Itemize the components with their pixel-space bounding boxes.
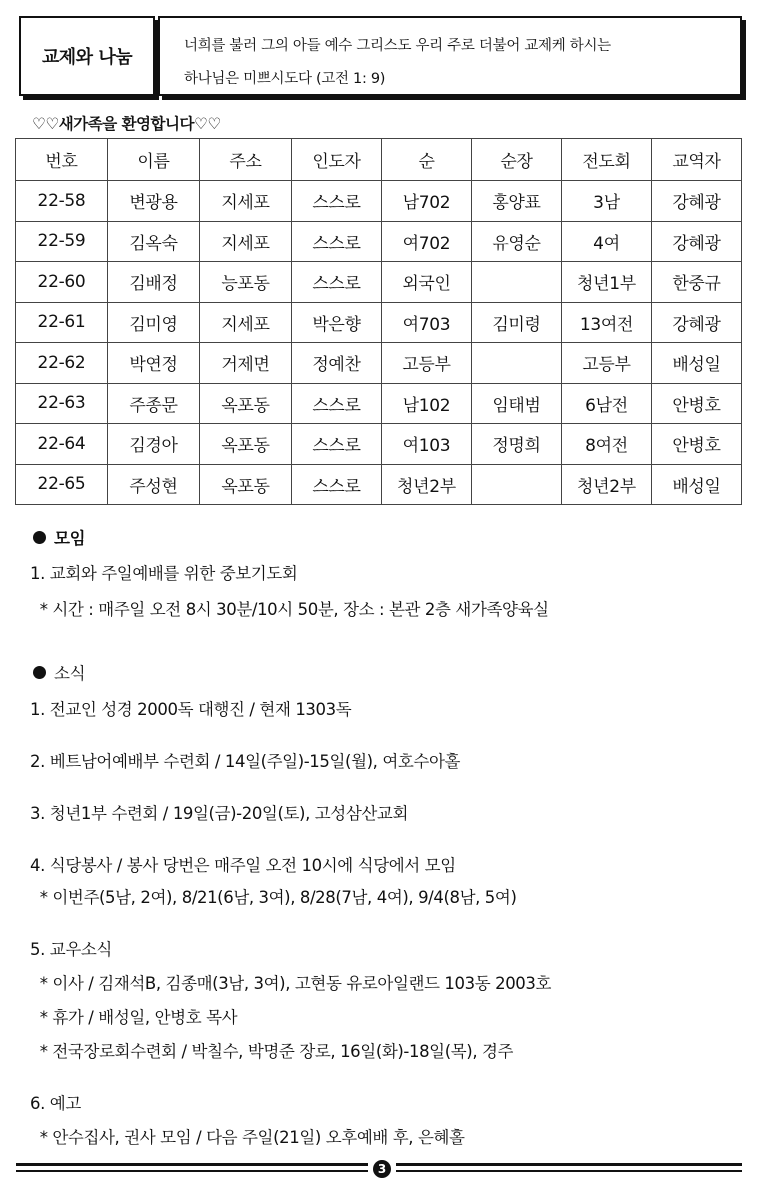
table-cell: 22-62 [16,343,108,384]
header-guide: 인도자 [292,139,382,181]
table-cell: 옥포동 [200,424,292,465]
table-cell: 청년2부 [382,464,472,505]
table-header-row [16,139,742,181]
table-cell: 4여 [562,221,652,262]
table-cell: 고등부 [382,343,472,384]
table-cell: 배성일 [652,464,742,505]
header-minister: 교역자 [652,139,742,181]
news-heading [33,660,85,684]
table-cell: 22-65 [16,464,108,505]
table-cell: 6남전 [562,383,652,424]
table-cell: 22-58 [16,181,108,222]
table-cell: 지세포 [200,181,292,222]
footer-rule-left-thin [16,1170,368,1172]
news-line: 2. 베트남어예배부 수련회 / 14일(주일)-15일(월), 여호수아홀 [30,752,461,771]
table-cell: 능포동 [200,262,292,303]
table-cell: 강혜광 [652,302,742,343]
table-cell: 정명희 [472,424,562,465]
news-line: 1. 전교인 성경 2000독 대행진 / 현재 1303독 [30,700,352,719]
page-number: 3 [373,1160,391,1178]
news-line: 6. 예고 [30,1094,81,1113]
footer-rule-left [16,1163,368,1166]
verse-line-2: 하나님은 미쁘시도다 (고전 1: 9) [184,71,386,87]
table-cell: 김배정 [108,262,200,303]
news-title: 소식 [54,664,86,683]
meeting-title: 모임 [54,529,86,548]
table-cell: 유영순 [472,221,562,262]
news-line: * 안수집사, 권사 모임 / 다음 주일(21일) 오후예배 후, 은혜홀 [30,1128,465,1147]
table-cell: 13여전 [562,302,652,343]
table-cell: 22-60 [16,262,108,303]
table-cell: 고등부 [562,343,652,384]
table-cell: 남702 [382,181,472,222]
news-line: 4. 식당봉사 / 봉사 당번은 매주일 오전 10시에 식당에서 모임 [30,856,456,875]
welcome-heading: ♡♡새가족을 환영합니다♡♡ [32,115,221,133]
table-cell [472,262,562,303]
header-cell: 순 [382,139,472,181]
table-cell: 외국인 [382,262,472,303]
header-cell-leader: 순장 [472,139,562,181]
news-line: * 휴가 / 배성일, 안병호 목사 [30,1008,238,1027]
table-cell: 22-63 [16,383,108,424]
table-cell: 거제면 [200,343,292,384]
table-cell: 22-64 [16,424,108,465]
footer-rule-right [396,1163,742,1166]
table-cell [472,464,562,505]
bullet-icon [33,531,46,544]
table-cell: 스스로 [292,262,382,303]
table-cell: 안병호 [652,424,742,465]
header-number: 번호 [16,139,108,181]
table-cell: 변광용 [108,181,200,222]
table-cell: 지세포 [200,221,292,262]
table-cell: 주성현 [108,464,200,505]
table-cell: 김옥숙 [108,221,200,262]
table-cell: 22-59 [16,221,108,262]
table-cell: 안병호 [652,383,742,424]
header-mission-group: 전도회 [562,139,652,181]
table-cell: 박연정 [108,343,200,384]
table-cell: 스스로 [292,464,382,505]
table-cell: 청년1부 [562,262,652,303]
table-cell: 정예찬 [292,343,382,384]
footer-rule-right-thin [396,1170,742,1172]
table-row [16,383,742,424]
meeting-line: 1. 교회와 주일예배를 위한 중보기도회 [30,564,298,583]
table-cell: 김경아 [108,424,200,465]
news-line: * 이번주(5남, 2여), 8/21(6남, 3여), 8/28(7남, 4여), 9/4(8남, 5여) [30,888,517,907]
table-cell: 여103 [382,424,472,465]
meeting-line: * 시간 : 매주일 오전 8시 30분/10시 50분, 장소 : 본관 2층 새가족양육실 [30,600,549,619]
bible-verse [158,16,742,96]
table-cell: 임태범 [472,383,562,424]
table-row [16,424,742,465]
bullet-icon [33,666,46,679]
table-cell: 주종문 [108,383,200,424]
table-cell: 스스로 [292,424,382,465]
table-row [16,302,742,343]
table-cell: 스스로 [292,221,382,262]
table-cell: 22-61 [16,302,108,343]
table-cell: 지세포 [200,302,292,343]
table-row [16,221,742,262]
table-row [16,181,742,222]
table-cell: 옥포동 [200,383,292,424]
table-cell: 박은향 [292,302,382,343]
table-row [16,343,742,384]
table-cell: 청년2부 [562,464,652,505]
table-cell: 김미령 [472,302,562,343]
header-name: 이름 [108,139,200,181]
news-line: * 전국장로회수련회 / 박칠수, 박명준 장로, 16일(화)-18일(목), 경주 [30,1042,514,1061]
section-title: 교제와 나눔 [19,16,155,96]
table-cell: 홍양표 [472,181,562,222]
table-cell: 배성일 [652,343,742,384]
table-cell: 강혜광 [652,221,742,262]
table-cell [472,343,562,384]
new-family-table [15,138,742,505]
table-row [16,262,742,303]
header-address: 주소 [200,139,292,181]
table-cell: 옥포동 [200,464,292,505]
table-cell: 여703 [382,302,472,343]
news-line: 5. 교우소식 [30,940,112,959]
table-cell: 한중규 [652,262,742,303]
table-cell: 여702 [382,221,472,262]
verse-line-1: 너희를 불러 그의 아들 예수 그리스도 우리 주로 더불어 교제케 하시는 [184,38,611,54]
table-cell: 8여전 [562,424,652,465]
table-cell: 김미영 [108,302,200,343]
meeting-heading [33,525,85,549]
table-row [16,464,742,505]
table-cell: 남102 [382,383,472,424]
table-cell: 스스로 [292,181,382,222]
table-cell: 강혜광 [652,181,742,222]
table-cell: 3남 [562,181,652,222]
news-line: 3. 청년1부 수련회 / 19일(금)-20일(토), 고성삼산교회 [30,804,408,823]
news-line: * 이사 / 김재석B, 김종매(3남, 3여), 고현동 유로아일랜드 103동 2003호 [30,974,552,993]
table-cell: 스스로 [292,383,382,424]
